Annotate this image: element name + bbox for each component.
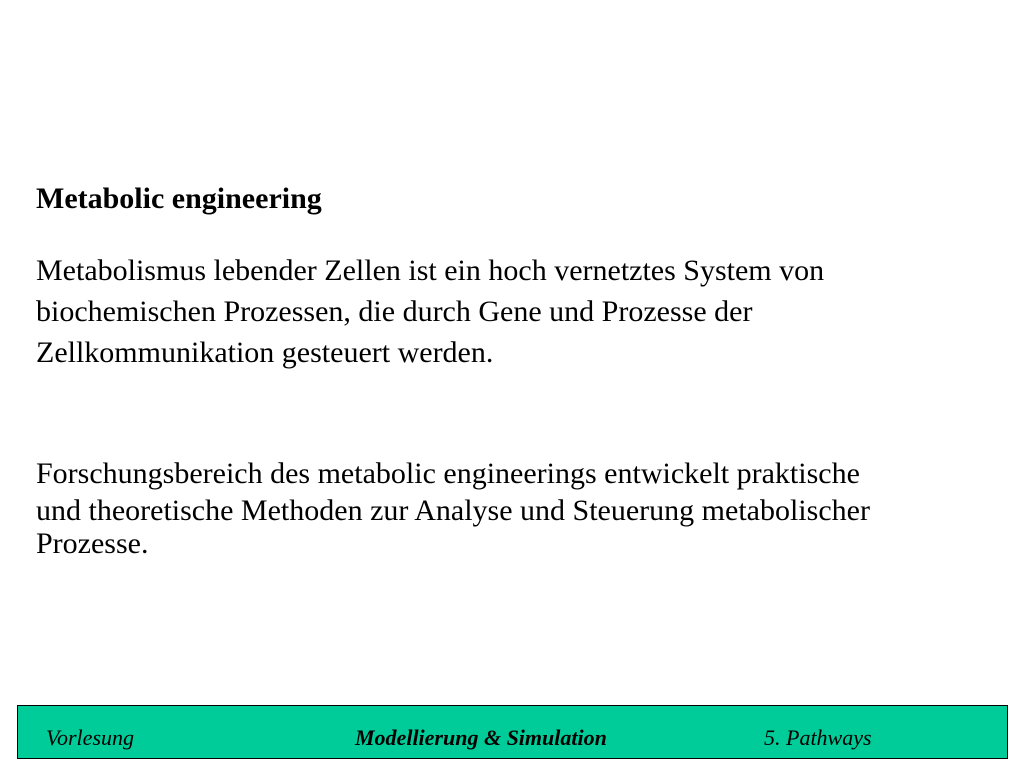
footer-course-title: Modellierung & Simulation xyxy=(355,725,607,750)
footer-lecture-label: Vorlesung xyxy=(46,725,134,750)
paragraph-metabolism xyxy=(36,250,824,373)
paragraph-line: und theoretische Methoden zur Analyse und Steuerung metabolischer xyxy=(36,494,870,527)
paragraph-line: Metabolismus lebender Zellen ist ein hoch vernetztes System von xyxy=(36,254,825,287)
footer-bar xyxy=(17,705,1008,759)
paragraph-line: Prozesse. xyxy=(36,527,149,560)
slide-title: Metabolic engineering xyxy=(36,182,322,215)
paragraph-line: biochemischen Prozessen, die durch Gene und Prozesse der xyxy=(36,295,753,328)
paragraph-line: Forschungsbereich des metabolic engineerings entwickelt praktische xyxy=(36,457,860,490)
paragraph-research-field xyxy=(36,453,870,560)
paragraph-line: Zellkommunikation gesteuert werden. xyxy=(36,336,494,369)
footer-chapter-label: 5. Pathways xyxy=(764,725,872,750)
